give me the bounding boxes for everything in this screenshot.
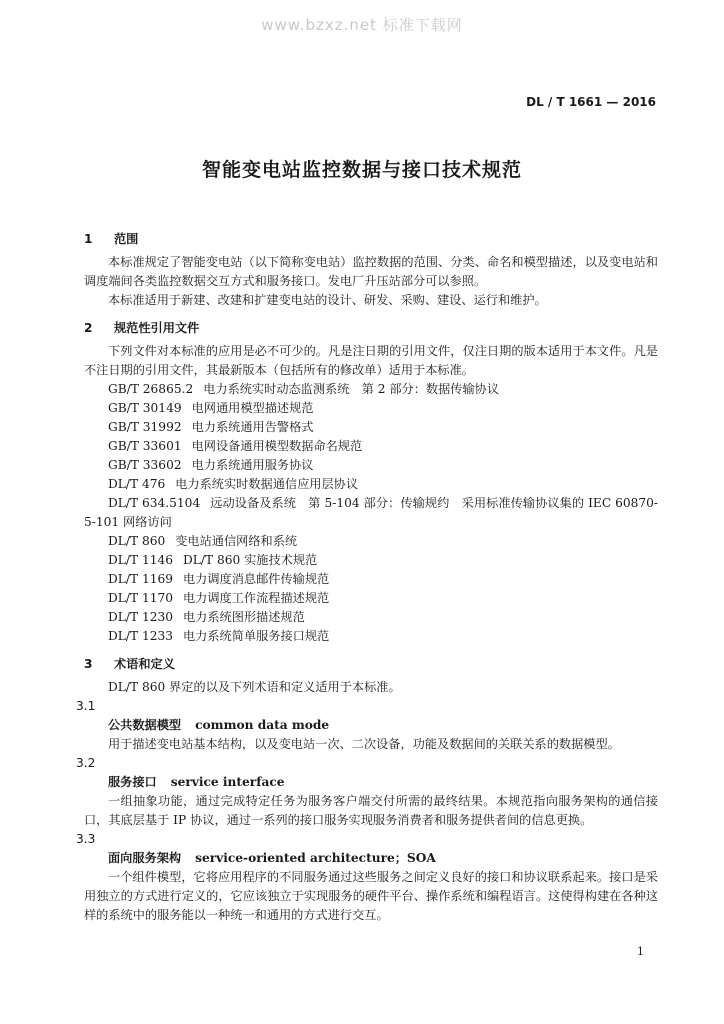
term-name: [76, 849, 658, 868]
paragraph: 本标准规定了智能变电站（以下简称变电站）监控数据的范围、分类、命名和模型描述，以及变电站和调度端间各类监控数据交互方式和服务接口。发电厂升压站部分可以参照。: [84, 255, 658, 288]
term-name-en: service-oriented architecture；SOA: [195, 851, 436, 865]
paragraph: 下列文件对本标准的应用是必不可少的。凡是注日期的引用文件，仅注日期的版本适用于本文件。凡是不注日期的引用文件，其最新版本（包括所有的修改单）适用于本标准。: [84, 344, 658, 377]
reference-item: [84, 608, 658, 627]
reference-code: DL/T 1169: [108, 572, 173, 586]
reference-item: [84, 627, 658, 646]
reference-item: [84, 399, 658, 418]
section-number: 3: [84, 657, 93, 671]
reference-code: GB/T 33602: [108, 458, 182, 472]
term-definition: 一组抽象功能，通过完成特定任务为服务客户端交付所需的最终结果。本规范指向服务架构的通信接口，其底层基于 IP 协议，通过一系列的接口服务实现服务消费者和服务提供者间的信息更换。: [84, 794, 658, 827]
reference-item: [84, 494, 658, 532]
reference-name: 电力系统通用告警格式: [191, 420, 314, 434]
term-name-en: service interface: [170, 775, 285, 789]
term-definition: 用于描述变电站基本结构，以及变电站一次、二次设备，功能及数据间的关联关系的数据模型。: [108, 737, 620, 751]
reference-code: GB/T 30149: [108, 401, 182, 415]
term-name-zh: 面向服务架构: [108, 851, 182, 865]
reference-name: 电力系统实时数据通信应用层协议: [175, 477, 359, 491]
term-number: 3.1: [76, 699, 96, 713]
term-name-zh: 服务接口: [108, 775, 157, 789]
section-title: 范围: [114, 232, 139, 246]
section-number: 1: [84, 232, 93, 246]
reference-code: DL/T 1146: [108, 553, 173, 567]
term-name: [76, 773, 658, 792]
section-title: 术语和定义: [114, 657, 175, 671]
reference-item: [84, 589, 658, 608]
term-number: 3.3: [76, 832, 96, 846]
reference-item: [84, 418, 658, 437]
section-title: 规范性引用文件: [114, 321, 200, 335]
watermark: www.bzxz.net 标准下载网: [261, 16, 463, 34]
term-entry: [76, 830, 658, 925]
reference-name: 电力系统简单服务接口规范: [183, 629, 330, 643]
reference-code: DL/T 1233: [108, 629, 173, 643]
term-name-zh: 公共数据模型: [108, 718, 182, 732]
term-entry: [76, 754, 658, 830]
reference-code: DL/T 860: [108, 534, 166, 548]
page-title: 智能变电站监控数据与接口技术规范: [201, 159, 522, 181]
reference-list: [84, 380, 658, 646]
reference-name: 远动设备及系统 第 5-104 部分：传输规约 采用标准传输协议集的 IEC 60870-5-101 网络访问: [84, 496, 658, 529]
reference-item: [84, 380, 658, 399]
reference-code: GB/T 33601: [108, 439, 182, 453]
reference-name: 电力系统图形描述规范: [183, 610, 305, 624]
reference-name: 电力调度消息邮件传输规范: [183, 572, 330, 586]
paragraph: DL/T 860 界定的以及下列术语和定义适用于本标准。: [108, 680, 401, 694]
reference-code: DL/T 476: [108, 477, 166, 491]
section-heading-references: [84, 319, 658, 338]
term-entry: [76, 697, 658, 754]
reference-name: DL/T 860 实施技术规范: [183, 553, 318, 567]
term-number: 3.2: [76, 756, 96, 770]
section-heading-terms: [84, 655, 658, 674]
reference-name: 电网设备通用模型数据命名规范: [191, 439, 363, 453]
reference-code: DL/T 634.5104: [108, 496, 201, 510]
document-body: [76, 230, 658, 925]
reference-code: GB/T 26865.2: [108, 382, 194, 396]
term-name: [76, 716, 658, 735]
reference-item: [84, 437, 658, 456]
reference-item: [84, 551, 658, 570]
reference-name: 电力系统实时动态监测系统 第 2 部分：数据传输协议: [203, 382, 500, 396]
reference-name: 电力系统通用服务协议: [191, 458, 314, 472]
reference-item: [84, 456, 658, 475]
section-number: 2: [84, 321, 93, 335]
reference-name: 变电站通信网络和系统: [175, 534, 298, 548]
reference-item: [84, 532, 658, 551]
paragraph: 本标准适用于新建、改建和扩建变电站的设计、研发、采购、建设、运行和维护。: [108, 293, 547, 307]
reference-name: 电力调度工作流程描述规范: [183, 591, 330, 605]
reference-item: [84, 475, 658, 494]
section-heading-scope: [84, 230, 658, 249]
reference-name: 电网通用模型描述规范: [191, 401, 314, 415]
reference-code: DL/T 1170: [108, 591, 173, 605]
reference-item: [84, 570, 658, 589]
page-number: 1: [637, 945, 644, 958]
reference-code: GB/T 31992: [108, 420, 182, 434]
term-name-en: common data mode: [195, 718, 330, 732]
term-definition: 一个组件模型，它将应用程序的不同服务通过这些服务之间定义良好的接口和协议联系起来。接口是采用独立的方式进行定义的，它应该独立于实现服务的硬件平台、操作系统和编程语言。这使得构建在各种这样的系统中的服务能以一种统一和通用的方式进行交互。: [84, 870, 658, 922]
standard-code: DL / T 1661 — 2016: [526, 95, 656, 109]
reference-code: DL/T 1230: [108, 610, 173, 624]
